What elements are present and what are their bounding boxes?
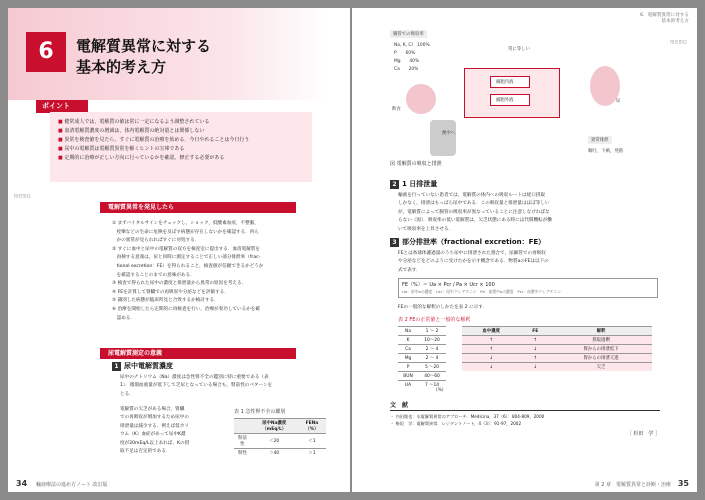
table-1-title: 表 1 急性腎不全の鑑別 [234, 409, 286, 415]
step-line: ③ 検査で得られた尿中の濃度と排泄量から異常の原因を考える． [112, 281, 247, 287]
subsection-title: 1 日排泄量 [402, 180, 438, 188]
absorption-diagram [390, 28, 640, 166]
formula-box [398, 278, 658, 298]
table-row: ↑ ↓ 腎からの排泄低下 [462, 345, 652, 354]
intake-title: 腸管での吸収率 [390, 30, 427, 38]
section-heading-2: 尿電解質測定の意義 [100, 348, 296, 359]
table-1 [234, 418, 326, 457]
subsection-heading [390, 238, 545, 247]
figure-caption: 図 電解質の吸収と排泄 [390, 161, 442, 167]
step-line: 再検する意義は，尿と同時に測定することで正しい部分排泄率（frac- [112, 255, 261, 261]
subsection-number: 3 [390, 238, 399, 247]
subsection-number: 1 [112, 362, 121, 371]
intracell-label: 細胞内液 [496, 80, 514, 85]
table-2-normal [398, 326, 446, 389]
chapter-title [76, 36, 211, 78]
table-2-title: 表 2 FEの正常値と一般的な解釈 [398, 317, 471, 323]
table-row: ↓ ↓ 欠乏 [462, 363, 652, 372]
body-paragraph [120, 406, 230, 456]
body-paragraph [120, 374, 316, 399]
body-paragraph: FEの一般的な解釈のしかたを表 2 に示す． [398, 305, 488, 310]
table-2-unit: (%) [436, 388, 444, 393]
table-header: 血中濃度 [462, 327, 520, 336]
references-title: 文 献 [390, 400, 660, 411]
body-line: が，電解質によって腸管の吸収率が異なっていることに注意しなければな [398, 209, 550, 215]
step-line: 認める． [112, 315, 135, 321]
body-line: 排泄量は減少する．例えば低カリ [120, 423, 189, 429]
formula: FE（%）＝ Ua × Pcr / Pa × Ucr × 100 [402, 282, 495, 288]
step-line: ⑥ 治療を開始したら定期的に再検査を行い，治療が奏功しているかを確 [112, 306, 260, 312]
table-header [234, 419, 251, 434]
author: ［ 杉田 学 ］ [626, 431, 660, 437]
point-item: ■ 血清電解質濃度の増減は，体内電解質の絶対量とは関係しない [58, 127, 304, 136]
body-line: 電解質の欠乏がある場合，腎臓 [120, 407, 185, 412]
footer-right: 第 2 章 電解質異常と診断・治療 [594, 482, 671, 488]
title-line-1: 電解質異常に対する [76, 37, 212, 55]
step-line: かの異常が見られればすぐに対処する． [112, 238, 200, 244]
stomach-icon [406, 84, 436, 114]
intake-row: Ca 20% [394, 67, 419, 72]
point-label: ポイント [36, 100, 88, 113]
body-line: 度が20mEq/L以上あれば，Kの摂 [120, 440, 190, 446]
body-paragraph [398, 192, 658, 234]
right-page [352, 8, 697, 492]
memo-label: memo [670, 38, 687, 46]
point-item: ■ 尿中の電解質は電解質異常を解くヒントの宝庫である [58, 145, 304, 154]
step-line: ④ FEを計算して腎臓での再吸収や分泌などを評価する． [112, 289, 229, 295]
intake-row: Mg 40% [394, 59, 420, 64]
memo-label: memo [14, 192, 31, 200]
table-row: 腎前性 ＜20 ＜1 [234, 434, 326, 449]
toilet-icon [430, 120, 456, 156]
subsection-heading [112, 362, 173, 371]
reference-item: ・ 柴垣 学：電解質異常．レジデントノート，4（3）：91-97，2002 [390, 421, 522, 426]
table-row: K 10〜20 [398, 336, 446, 345]
body-line: いて吸収率を上昇させる． [398, 226, 454, 232]
urine-label: 尿 [616, 99, 621, 104]
page-number-right: 35 [677, 479, 689, 488]
body-line: らない（図）．吸収率の低い電解質は，欠乏状態にある時には代償機転が働 [398, 218, 552, 224]
intake-row: Na, K, Cl 100% [394, 43, 430, 48]
abnormal-label: 異常排泄 [588, 136, 612, 144]
table-row: ↓ ↑ 腎からの排泄亢進 [462, 354, 652, 363]
page-number-left: 34 [16, 479, 28, 488]
step-list [112, 220, 312, 323]
footer-left: 輸液療法の進め方ノート 改訂版 [36, 482, 108, 488]
intake-row: P 60% [394, 51, 416, 56]
running-head: 6．電解質異常に対する 基本的考え方 [640, 13, 689, 24]
point-item: ■ 健常成人では，電解質の値は常に一定になるよう調整されている [58, 118, 304, 127]
table-row: 腎性 ＞40 ＞1 [234, 449, 326, 458]
body-line: 式で表す． [398, 267, 421, 273]
step-line: tional excretion：FE）を得られること，検査値が信頼できるかどうか [112, 263, 264, 269]
table-row: Mg 2 〜 4 [398, 354, 446, 363]
step-line: ⑤ 識別した病態が臨床所見と合致するか検討する． [112, 298, 219, 304]
extracell-label: 細胞外液 [496, 98, 514, 103]
title-line-2: 基本的考え方 [76, 58, 167, 76]
subsection-heading [390, 180, 437, 189]
table-header: FENa（%） [298, 419, 326, 434]
point-item: ■ 定期的に治療が正しい方向に行っているかを確認，修正する必要がある [58, 154, 304, 163]
left-page [8, 8, 350, 492]
table-row: ↑ ↑ 摂取過剰 [462, 336, 652, 345]
reference-item: ・ 内田俊也：水電解質異常のアプローチ．Medicina，37（6）：804-809，2000 [390, 414, 545, 419]
table-row: P 5 〜20 [398, 363, 446, 372]
step-line: ② すぐに血中と尿中の電解質の双方を検査室に提出する．血清電解質を [112, 246, 260, 252]
body-line: や分泌などをどのように受けたかを示す概念である．物質aのFEは以下の [398, 259, 549, 265]
body-line: での再吸収が増加するため尿中の [120, 415, 189, 421]
table-header: FE [520, 327, 550, 336]
body-line: 1）．循環血液量が低下して乏尿となっている場合も，腎前性のパターンを [120, 383, 273, 389]
subsection-number: 2 [390, 180, 399, 189]
table-row: Ca 2 〜 4 [398, 345, 446, 354]
body-line: とる． [120, 391, 134, 397]
equal-arrow-label: 常に等しい [508, 47, 530, 52]
body-line: ウム（K）血症があって尿中K濃 [120, 432, 186, 438]
table-row: UA 7 〜14 [398, 381, 446, 390]
step-line: を確認することのまでの意味がある． [112, 272, 195, 278]
references [390, 400, 660, 437]
section-heading-1: 電解質異常を発見したら [100, 202, 296, 213]
body-line: 輸液を行っていない患者では，電解質の体内への吸収ルートは経口摂取 [398, 193, 546, 198]
food-label: 飲食 [392, 107, 401, 112]
body-line: FEとは糸球体濾過量のうち尿中に排泄された割合で，尿細管での再吸収 [398, 251, 546, 256]
table-header: 解釈 [550, 327, 652, 336]
step-line: ① まずバイタルサインをチェックし，ショック，低酸素血症，不整脈， [112, 221, 259, 226]
point-item: ■ 異常を検査値を見たら，すぐに電解質の治療を始める．今日やれることは今日行う [58, 136, 304, 145]
table-row: Na 1 〜 2 [398, 327, 446, 336]
subsection-title: 尿中電解質濃度 [124, 362, 173, 370]
table-2-interpretation [462, 326, 652, 371]
subsection-title: 部分排泄率（fractional excretion：FE） [402, 238, 546, 246]
chapter-header [8, 8, 328, 100]
stool-label: 便中へ [442, 131, 456, 136]
chapter-number: 6 [26, 32, 66, 72]
step-line: 痙攣などの生命に危険を及ぼす病態が存在しないかを確認する．何ら [112, 229, 260, 235]
abnormal-detail: 嘔吐，下痢，発熱 [588, 149, 624, 154]
body-paragraph [398, 250, 658, 275]
body-line: 尿中のナトリウム（Na）濃度は急性腎不全の鑑別に特に重要である（表 [120, 375, 269, 380]
table-header: 尿中Na濃度（mEq/L） [251, 419, 298, 434]
formula-note: Ua：尿中aの濃度 Ucr：尿中クレアチニン Pa：血漿中aの濃度 Pcr：血漿中クレアチニン [402, 289, 562, 294]
body-line: 取不足は否定的である． [120, 449, 171, 455]
point-list [50, 112, 312, 182]
table-row: BUN 40〜60 [398, 372, 446, 381]
body-line: しかなく，排泄はもっぱら尿中である．この吸収量と排泄量はほぼ等しい [398, 201, 550, 207]
